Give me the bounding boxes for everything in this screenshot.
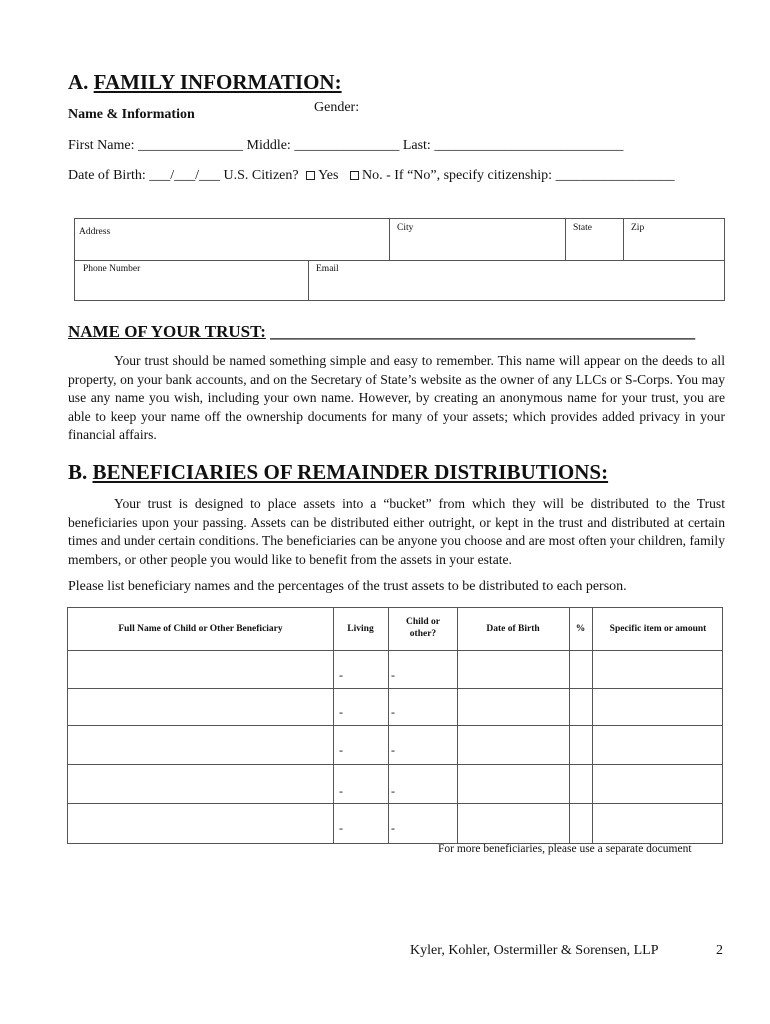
trust-name-heading: NAME OF YOUR TRUST: __________________________________________________ — [68, 322, 696, 341]
city-col-divider — [565, 219, 566, 260]
city-field[interactable]: City — [397, 223, 414, 233]
child-dash[interactable]: - — [391, 821, 395, 835]
beneficiaries-paragraph: Your trust is designed to place assets into a “bucket” from which they will be distributed to the Trust beneficiaries upon your passing. Assets can be distributed either outright, or kept in the trust and distributed at certain times and under certain conditions. The beneficiaries can be anyone you choose and are most often your children, family members, or other people you would like to benefit from the assets in your estate. — [68, 496, 725, 567]
header-full-name: Full Name of Child or Other Beneficiary — [118, 624, 283, 634]
phone-field[interactable]: Phone Number — [83, 264, 141, 274]
section-a-heading: A. FAMILY INFORMATION: — [68, 70, 342, 94]
zip-field[interactable]: Zip — [631, 223, 645, 233]
name-information-subheading: Name & Information — [68, 107, 195, 122]
section-b-heading: B. BENEFICIARIES OF REMAINDER DISTRIBUTIONS: — [68, 460, 609, 484]
living-dash[interactable]: - — [339, 821, 343, 835]
header-row-divider — [68, 650, 722, 651]
phone-col-divider — [308, 260, 309, 300]
section-b-title: BENEFICIARIES OF REMAINDER DISTRIBUTIONS: — [92, 460, 609, 484]
page-number: 2 — [716, 943, 723, 958]
dob-citizen-line — [68, 168, 675, 184]
address-table — [74, 218, 725, 301]
living-dash[interactable]: - — [339, 743, 343, 757]
child-dash[interactable]: - — [391, 784, 395, 798]
no-checkbox[interactable] — [350, 171, 359, 180]
row-divider-1 — [68, 688, 722, 689]
address-row-divider — [75, 260, 724, 261]
living-dash[interactable]: - — [339, 668, 343, 682]
gender-label: Gender: — [314, 100, 360, 115]
child-dash[interactable]: - — [391, 705, 395, 719]
living-dash[interactable]: - — [339, 784, 343, 798]
dob-prefix[interactable]: Date of Birth: ___/___/___ U.S. Citizen? — [68, 168, 299, 183]
firm-name: Kyler, Kohler, Ostermiller & Sorensen, LLP — [410, 943, 659, 958]
address-col-divider — [389, 219, 390, 260]
header-percent: % — [575, 624, 586, 634]
yes-label: Yes — [318, 168, 339, 183]
email-field[interactable]: Email — [316, 264, 339, 274]
trust-paragraph: Your trust should be named something simple and easy to remember. This name will appear on the deeds to all property, on your bank accounts, and on the Secretary of State’s website as the owner of any LLCs or S-Corps. You may use any name you wish, including your own name. However, by creating an anonymous name for your trust, you are able to keep your name off the ownership documents for many of your assets; which provides added privacy in your financial affairs. — [68, 353, 725, 442]
more-beneficiaries-note: For more beneficiaries, please use a separate document — [438, 843, 692, 855]
beneficiary-table — [67, 607, 723, 844]
trust-name-input-line[interactable]: __________________________________________________ — [265, 322, 696, 341]
yes-checkbox[interactable] — [306, 171, 315, 180]
child-dash[interactable]: - — [391, 668, 395, 682]
header-living: Living — [347, 624, 374, 634]
address-field[interactable]: Address — [79, 227, 111, 237]
row-divider-3 — [68, 764, 722, 765]
child-dash[interactable]: - — [391, 743, 395, 757]
row-divider-2 — [68, 725, 722, 726]
header-specific-item: Specific item or amount — [609, 624, 707, 634]
no-label[interactable]: No. - If “No”, specify citizenship: _________________ — [361, 168, 675, 183]
row-divider-4 — [68, 803, 722, 804]
state-field[interactable]: State — [573, 223, 592, 233]
state-col-divider — [623, 219, 624, 260]
name-fields-line[interactable]: First Name: _______________ Middle: _______________ Last: ___________________________ — [68, 138, 624, 153]
header-date-of-birth: Date of Birth — [486, 624, 540, 634]
beneficiary-instruction: Please list beneficiary names and the percentages of the trust assets to be distributed to each person. — [68, 579, 627, 594]
section-a-title: FAMILY INFORMATION: — [93, 70, 342, 94]
living-dash[interactable]: - — [339, 705, 343, 719]
header-child-or-other: Child or other? — [405, 617, 441, 639]
